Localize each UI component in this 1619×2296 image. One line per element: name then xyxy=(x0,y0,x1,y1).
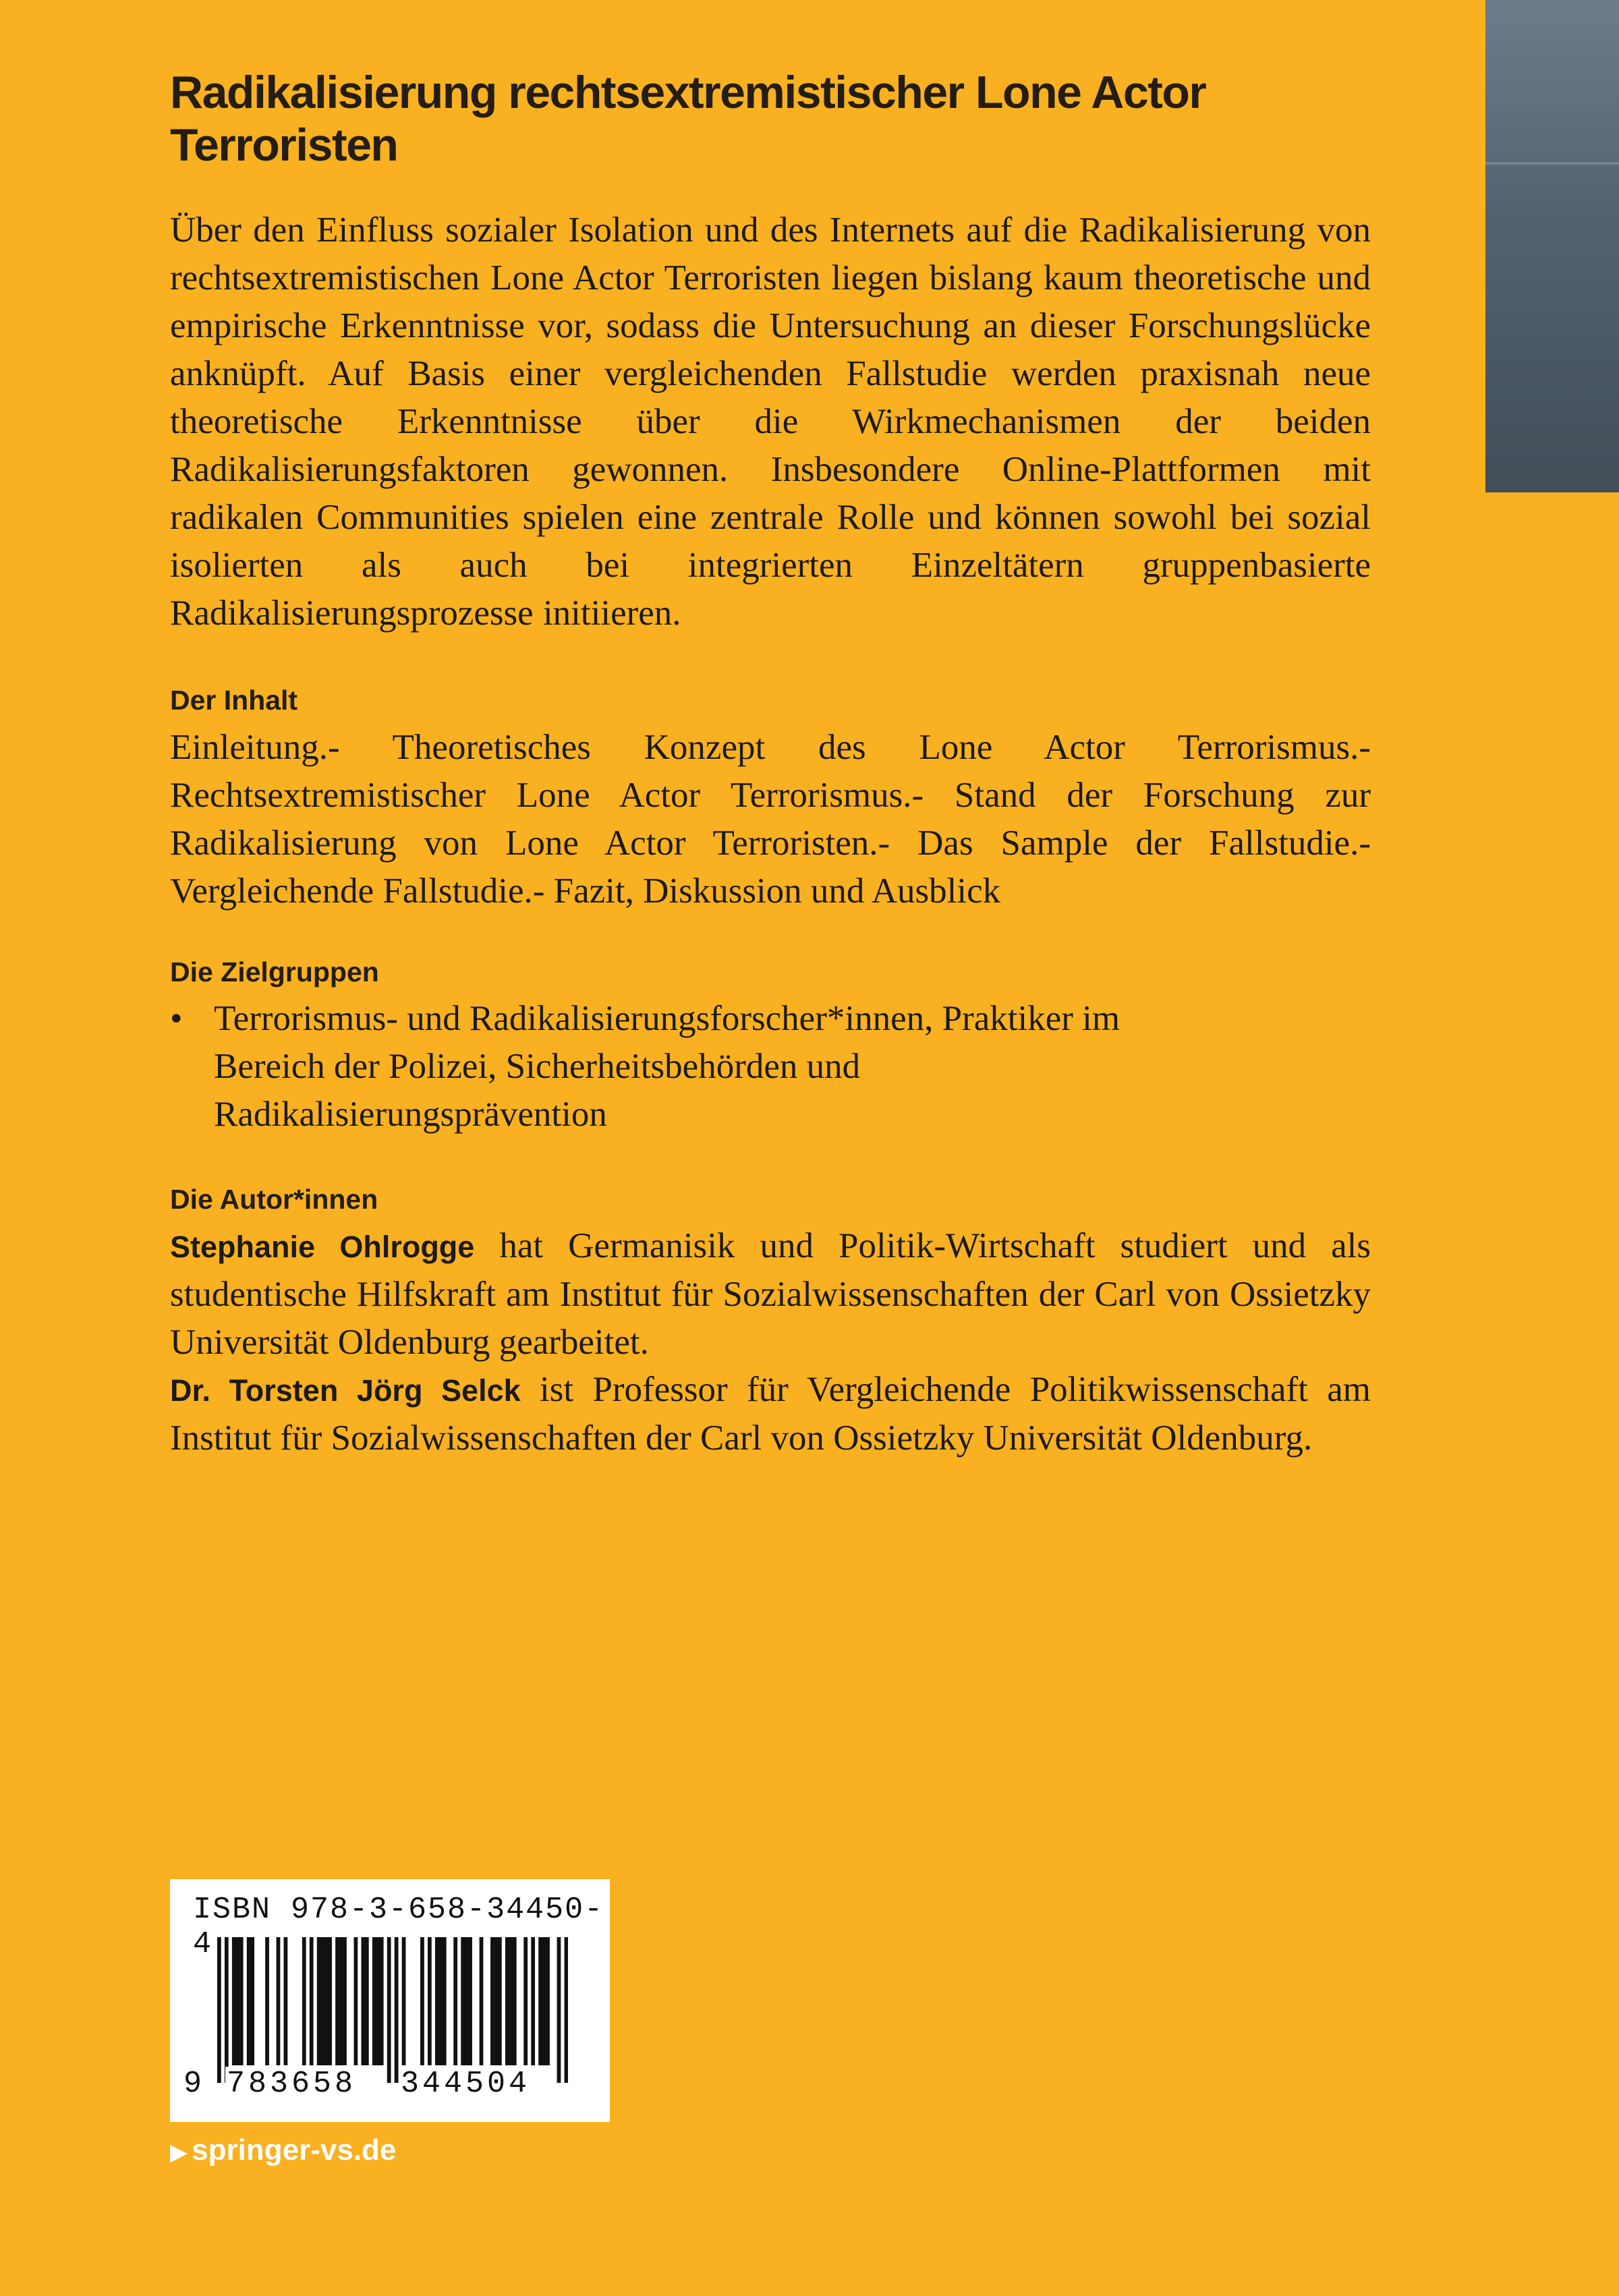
author-bio: ist Professor für Vergleichende Politikwissenschaft am Institut für Sozialwissenschaften der Carl von Ossietzky Universität Oldenburg. xyxy=(170,1370,1371,1458)
barcode-bar xyxy=(277,1937,281,2065)
barcode-bar xyxy=(324,1937,329,2065)
barcode-bar xyxy=(239,1937,244,2065)
barcode-bar xyxy=(225,1937,229,2083)
barcode-bar xyxy=(265,1937,269,2065)
target-group-item xyxy=(170,995,1182,1139)
barcode-bar xyxy=(513,1937,517,2065)
barcode-bar xyxy=(546,1937,550,2065)
target-groups-list xyxy=(170,995,1182,1139)
barcode-bar xyxy=(505,1937,509,2065)
barcode-bar xyxy=(468,1937,472,2065)
barcode-bar xyxy=(302,1937,306,2065)
barcode-bar xyxy=(387,1937,391,2083)
target-groups-heading: Die Zielgruppen xyxy=(170,956,379,987)
barcode-bar xyxy=(498,1937,502,2065)
barcode-bar xyxy=(343,1937,347,2065)
barcode-bar xyxy=(480,1937,484,2065)
barcode xyxy=(217,1937,568,2083)
publisher-url: springer-vs.de xyxy=(192,2133,397,2166)
target-group-text: Terrorismus- und Radikalisierungsforscher*innen, Praktiker im Bereich der Polizei, Sicherheitsbehörden und Radikalisierungsprävention xyxy=(214,999,1120,1134)
barcode-bar xyxy=(435,1937,439,2065)
barcode-bar xyxy=(420,1937,424,2065)
author-name: Dr. Torsten Jörg Selck xyxy=(170,1373,521,1408)
barcode-bar xyxy=(438,1937,443,2065)
author-entry-1 xyxy=(170,1222,1371,1367)
authors-heading: Die Autor*innen xyxy=(170,1184,378,1215)
barcode-right-digits: 344504 xyxy=(401,2067,531,2101)
barcode-left-digits: 783658 xyxy=(227,2067,357,2101)
author-name: Stephanie Ohlrogge xyxy=(170,1230,475,1264)
author-entry-2 xyxy=(170,1366,1371,1462)
author-bio: hat Germanisik und Politik-Wirtschaft studiert und als studentische Hilfskraft am Institut für Sozialwissenschaften der Carl von Ossietzky Universität Oldenburg gearbeitet. xyxy=(170,1226,1371,1362)
barcode-bar xyxy=(354,1937,358,2065)
barcode-bar xyxy=(328,1937,332,2065)
barcode-bar xyxy=(465,1937,469,2065)
barcode-first-digit: 9 xyxy=(183,2067,202,2101)
barcode-bar xyxy=(557,1937,561,2083)
barcode-bar xyxy=(509,1937,513,2065)
barcode-bar xyxy=(217,1937,221,2083)
isbn-label: ISBN 978-3-658-34450-4 xyxy=(193,1893,604,1961)
barcode-bar xyxy=(335,1937,339,2065)
barcode-bar xyxy=(365,1937,369,2065)
barcode-bar xyxy=(320,1937,324,2065)
barcode-bar xyxy=(232,1937,236,2065)
barcode-bar xyxy=(339,1937,343,2065)
barcode-bar xyxy=(531,1937,535,2065)
barcode-bar xyxy=(538,1937,542,2065)
barcode-bar xyxy=(494,1937,499,2065)
corner-color-band xyxy=(1485,0,1619,492)
isbn-barcode-box xyxy=(170,1879,610,2122)
barcode-bar xyxy=(361,1937,365,2065)
barcode-bar xyxy=(317,1937,321,2065)
contents-text: Einleitung.- Theoretisches Konzept des Lone Actor Terrorismus.- Rechtsextremistischer Lone Actor Terrorismus.- Stand der Forschung zur Radikalisierung von Lone Actor Terroristen.- Das Sample der Fallstudie.- Vergleichende Fallstudie.- Fazit, Diskussion und Ausblick xyxy=(170,728,1371,911)
barcode-bar xyxy=(490,1937,494,2065)
barcode-bar xyxy=(428,1937,432,2065)
barcode-bar xyxy=(250,1937,254,2065)
play-arrow-icon: ▶ xyxy=(170,2140,188,2165)
target-groups-bullets xyxy=(170,995,1182,1139)
intro-paragraph: Über den Einfluss sozialer Isolation und des Internets auf die Radikalisierung von rechtsextremistischen Lone Actor Terroristen liegen bislang kaum theoretische und empirische Erkenntnisse vor, sodass die Untersuchung an dieser Forschungslücke anknüpft. Auf Basis einer vergleichenden Fallstudie werden praxisnah neue theoretische Erkenntnisse über die Wirkmechanismen der beiden Radikalisierungsfaktoren gewonnen. Insbesondere Online-Plattformen mit radikalen Communities spielen eine zentrale Rolle und können sowohl bei sozial isolierten als auch bei integrierten Einzeltätern gruppenbasierte Radikalisierungsprozesse initiieren. xyxy=(170,210,1371,633)
barcode-bar xyxy=(310,1937,314,2065)
barcode-bar xyxy=(380,1937,384,2065)
contents-heading: Der Inhalt xyxy=(170,685,298,716)
barcode-bar xyxy=(235,1937,239,2065)
barcode-bar xyxy=(395,1937,399,2083)
bullet-icon: • xyxy=(170,999,183,1038)
barcode-bar xyxy=(523,1937,528,2065)
barcode-bar xyxy=(443,1937,447,2065)
barcode-bar xyxy=(402,1937,406,2065)
barcode-bar xyxy=(453,1937,457,2065)
barcode-bar xyxy=(372,1937,376,2065)
barcode-bar xyxy=(565,1937,568,2083)
book-title: Radikalisierung rechtsextremistischer Lone Actor Terroristen xyxy=(170,67,1206,171)
publisher-link[interactable] xyxy=(170,2133,396,2167)
barcode-bar xyxy=(376,1937,380,2065)
corner-band-stripe xyxy=(1485,162,1619,165)
barcode-bar xyxy=(284,1937,288,2065)
barcode-bar xyxy=(247,1937,251,2065)
barcode-bar xyxy=(461,1937,465,2065)
barcode-bar xyxy=(542,1937,546,2065)
